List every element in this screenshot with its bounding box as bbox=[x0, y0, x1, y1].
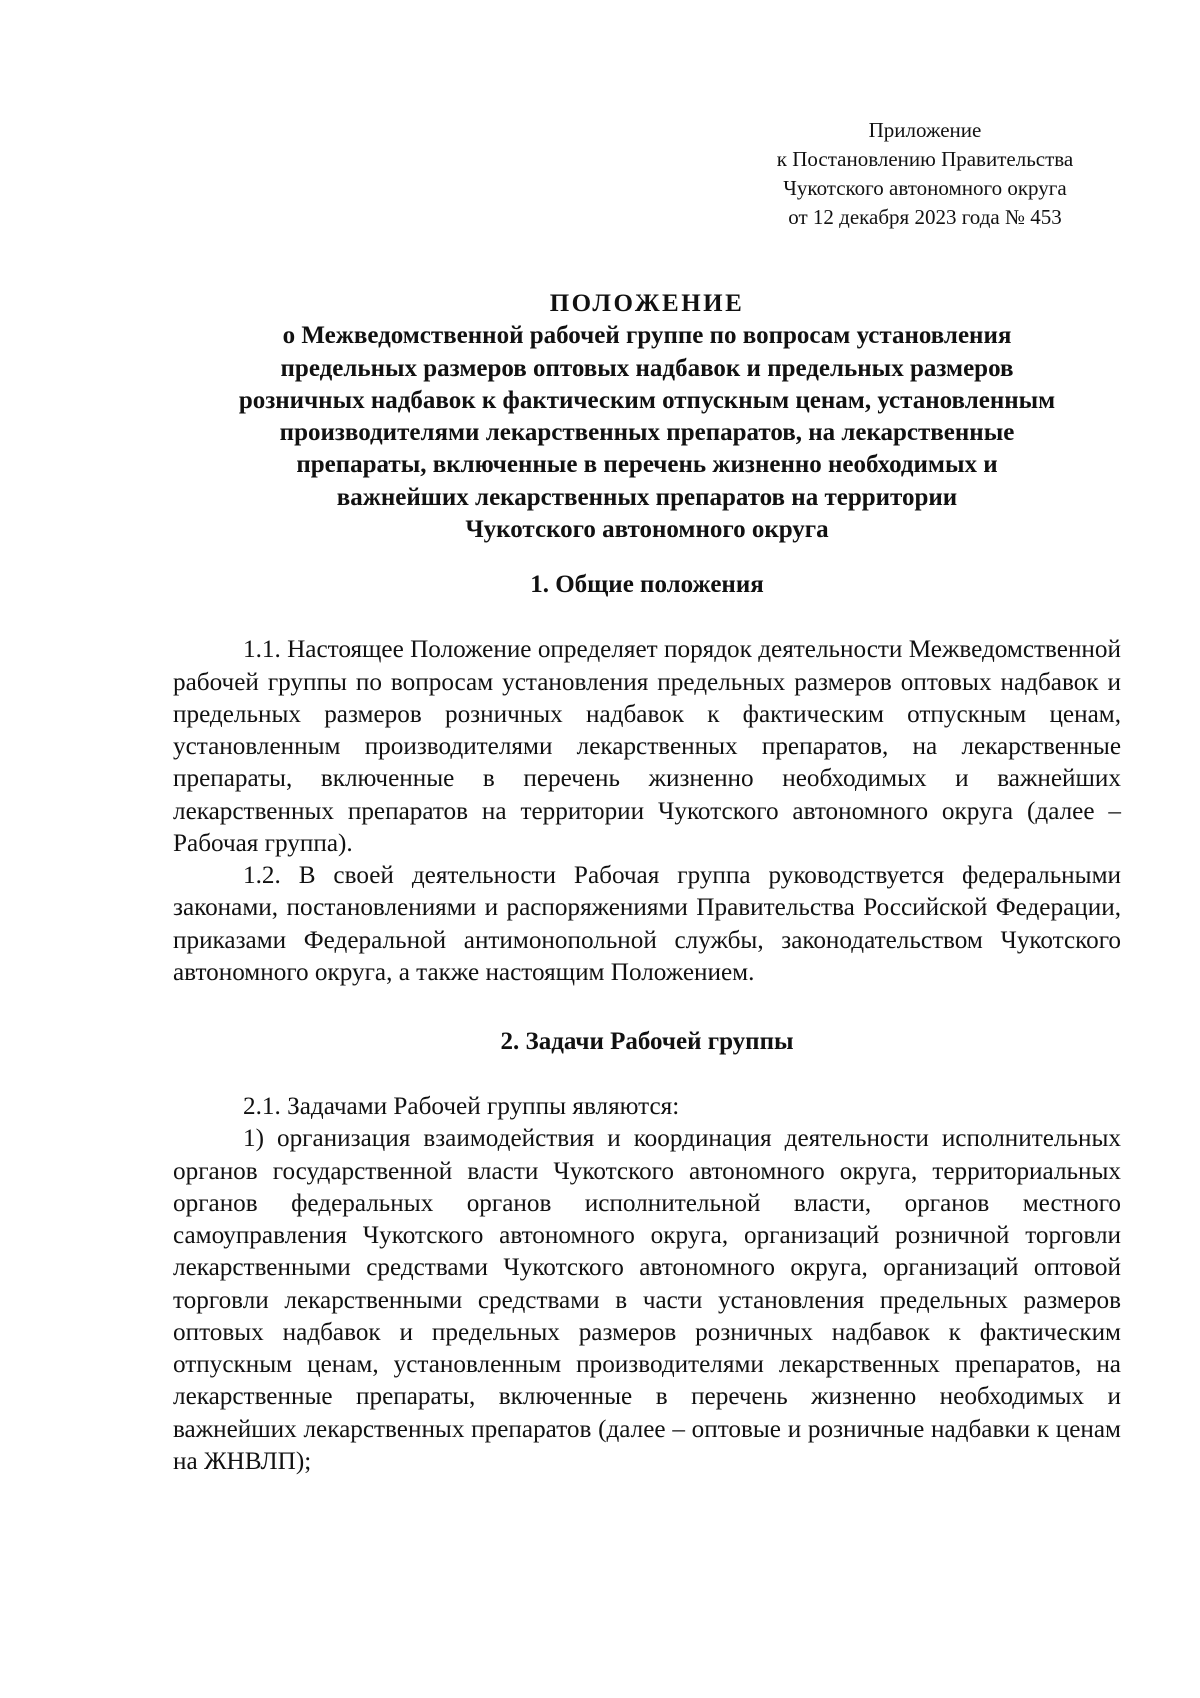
document-title bbox=[173, 288, 1121, 546]
title-line: важнейших лекарственных препаратов на территории bbox=[336, 483, 958, 511]
paragraph: 1) организация взаимодействия и координация деятельности исполнительных органов государственной власти Чукотского автономного округа, территориальных органов федеральных органов исполнительной власти, органов местного самоуправления Чукотского автономного округа, организаций розничной торговли лекарственными средствами Чукотского автономного округа, организаций оптовой торговли лекарственными средствами в части установления предельных размеров оптовых надбавок и предельных размеров розничных надбавок к фактическим отпускным ценам, установленным производителями лекарственных препаратов, на лекарственные препараты, включенные в перечень жизненно необходимых и важнейших лекарственных препаратов (далее – оптовые и розничные надбавки к ценам на ЖНВЛП); bbox=[173, 1125, 1121, 1475]
section-heading: 2. Задачи Рабочей группы bbox=[500, 1028, 794, 1056]
appendix-line: от 12 декабря 2023 года № 453 bbox=[788, 205, 1062, 229]
document-type: ПОЛОЖЕНИЕ bbox=[549, 290, 745, 317]
paragraph: 2.1. Задачами Рабочей группы являются: bbox=[243, 1093, 680, 1121]
title-line: о Межведомственной рабочей группе по вопросам установления bbox=[282, 322, 1012, 350]
paragraph: 1.2. В своей деятельности Рабочая группа руководствуется федеральными законами, постановлениями и распоряжениями Правительства Российской Федерации, приказами Федеральной антимонопольной службы, законодательством Чукотского автономного округа, а также настоящим Положением. bbox=[173, 862, 1121, 986]
title-line: предельных размеров оптовых надбавок и предельных размеров bbox=[280, 354, 1014, 382]
appendix-line: Приложение bbox=[868, 118, 982, 142]
paragraph: 1.1. Настоящее Положение определяет порядок деятельности Межведомственной рабочей группы по вопросам установления предельных размеров оптовых надбавок и предельных размеров розничных надбавок к фактическим отпускным ценам, установленным производителями лекарственных препаратов, на лекарственные препараты, включенные в перечень жизненно необходимых и важнейших лекарственных препаратов на территории Чукотского автономного округа (далее – Рабочая группа). bbox=[173, 636, 1121, 857]
appendix-line: Чукотского автономного округа bbox=[783, 176, 1067, 200]
title-line: производителями лекарственных препаратов, на лекарственные bbox=[279, 419, 1015, 447]
title-line: розничных надбавок к фактическим отпускным ценам, установленным bbox=[238, 386, 1056, 414]
appendix-line: к Постановлению Правительства bbox=[776, 147, 1074, 171]
title-line: препараты, включенные в перечень жизненно необходимых и bbox=[296, 451, 998, 479]
section-heading: 1. Общие положения bbox=[530, 571, 764, 599]
document-body bbox=[173, 288, 1121, 1478]
appendix-header bbox=[730, 116, 1120, 232]
title-line: Чукотского автономного округа bbox=[465, 516, 829, 544]
